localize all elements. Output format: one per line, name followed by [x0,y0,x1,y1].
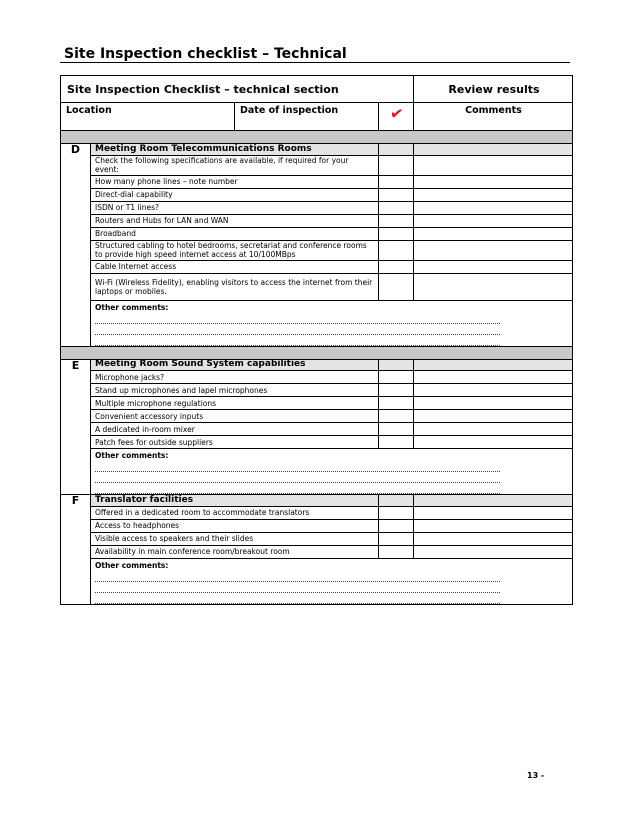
list-item: Offered in a dedicated room to accommodate translators [91,506,379,519]
list-item: Broadband [91,227,379,240]
section-title-d: Meeting Room Telecommunications Rooms [91,144,379,156]
date-of-inspection-label: Date of inspection [235,103,379,131]
section-title-f: Translator facilities [91,495,379,507]
comment-cell[interactable] [414,201,573,214]
review-results-header: Review results [414,76,573,103]
check-cell[interactable] [379,240,414,260]
comment-cell[interactable] [414,260,573,273]
comment-cell[interactable] [414,227,573,240]
page-title: Site Inspection checklist – Technical [64,46,347,62]
comment-line[interactable] [95,461,500,472]
other-comments-box[interactable] [91,300,573,346]
other-comments-label: Other comments: [95,560,169,570]
check-cell[interactable] [379,397,414,410]
comment-cell[interactable] [414,155,573,175]
comment-line[interactable] [95,324,500,335]
comment-cell[interactable] [414,436,573,449]
check-cell[interactable] [379,436,414,449]
list-item: Convenient accessory inputs [91,410,379,423]
check-cell[interactable] [379,371,414,384]
check-cell[interactable] [379,273,414,300]
other-comments-label: Other comments: [95,451,169,460]
check-cell[interactable] [379,144,414,156]
comment-cell[interactable] [414,423,573,436]
check-cell[interactable] [379,506,414,519]
comment-cell[interactable] [414,144,573,156]
check-cell[interactable] [379,532,414,545]
comment-cell[interactable] [414,495,573,507]
list-item: Multiple microphone regulations [91,397,379,410]
check-cell[interactable] [379,201,414,214]
section-letter-e: E [61,359,91,371]
checklist-table [60,75,573,605]
check-cell[interactable] [379,155,414,175]
section-title-e: Meeting Room Sound System capabilities [91,359,379,371]
comment-cell[interactable] [414,214,573,227]
comment-line[interactable] [95,483,500,494]
list-item: Cable Internet access [91,260,379,273]
comment-line[interactable] [95,593,500,604]
comment-cell[interactable] [414,240,573,260]
comment-cell[interactable] [414,545,573,558]
list-item: A dedicated in-room mixer [91,423,379,436]
list-item: Availability in main conference room/breakout room [91,545,379,558]
section-letter-d: D [61,144,91,156]
list-item: Direct-dial capability [91,188,379,201]
check-cell[interactable] [379,175,414,188]
check-cell[interactable] [379,188,414,201]
comment-cell[interactable] [414,532,573,545]
check-cell[interactable] [379,214,414,227]
comment-line[interactable] [95,472,500,483]
list-item: Check the following specifications are available, if required for your event: [91,155,379,175]
list-item: Stand up microphones and lapel microphones [91,384,379,397]
list-item: Patch fees for outside suppliers [91,436,379,449]
check-cell[interactable] [379,227,414,240]
check-column-header [379,103,414,131]
list-item: Wi-Fi (Wireless Fidelity), enabling visitors to access the internet from their laptops or mobiles. [91,273,379,300]
list-item: Access to headphones [91,519,379,532]
list-item: How many phone lines – note number [91,175,379,188]
comment-line[interactable] [95,313,500,324]
comment-cell[interactable] [414,371,573,384]
section-divider [61,346,573,359]
comment-line[interactable] [95,571,500,582]
list-item: Routers and Hubs for LAN and WAN [91,214,379,227]
check-mark-icon: ✔ [388,103,405,124]
check-cell[interactable] [379,384,414,397]
comment-cell[interactable] [414,410,573,423]
check-cell[interactable] [379,495,414,507]
comment-cell[interactable] [414,397,573,410]
check-cell[interactable] [379,545,414,558]
comment-line[interactable] [95,335,500,346]
comment-cell[interactable] [414,506,573,519]
comment-cell[interactable] [414,359,573,371]
check-cell[interactable] [379,410,414,423]
checklist-title: Site Inspection Checklist – technical section [61,76,414,103]
section-letter-f: F [61,495,91,507]
other-comments-box[interactable] [91,449,573,495]
check-cell[interactable] [379,260,414,273]
comment-cell[interactable] [414,175,573,188]
check-cell[interactable] [379,423,414,436]
other-comments-box[interactable] [91,558,573,604]
title-underline [60,62,570,63]
list-item: ISDN or T1 lines? [91,201,379,214]
list-item: Structured cabling to hotel bedrooms, secretariat and conference rooms to provide high speed internet access at 10/100MBps [91,240,379,260]
page-number: 13 - [527,771,545,780]
comments-header: Comments [414,103,573,131]
comment-cell[interactable] [414,188,573,201]
check-cell[interactable] [379,359,414,371]
comment-cell[interactable] [414,273,573,300]
location-label: Location [61,103,235,131]
list-item: Microphone jacks? [91,371,379,384]
other-comments-label: Other comments: [95,302,169,312]
comment-cell[interactable] [414,519,573,532]
list-item: Visible access to speakers and their slides [91,532,379,545]
check-cell[interactable] [379,519,414,532]
comment-cell[interactable] [414,384,573,397]
section-divider [61,131,573,144]
comment-line[interactable] [95,582,500,593]
